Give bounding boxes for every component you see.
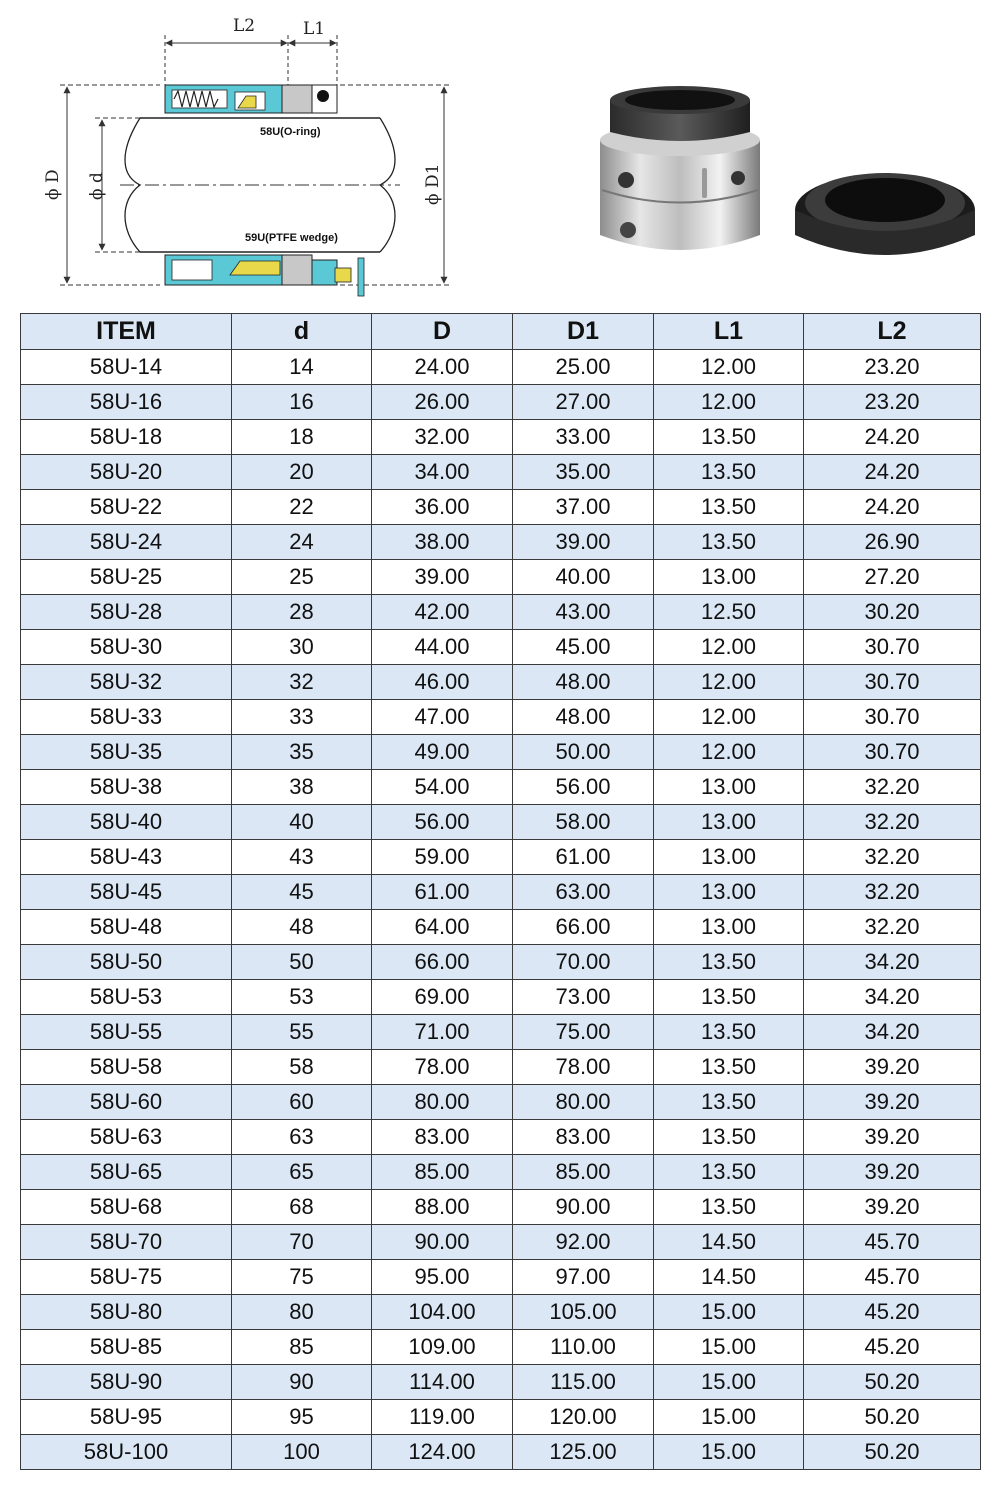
cell-l1: 14.50 xyxy=(654,1260,804,1295)
cell-l2: 45.70 xyxy=(804,1260,981,1295)
cell-l2: 50.20 xyxy=(804,1400,981,1435)
cell-d: 80 xyxy=(232,1295,372,1330)
cell-l2: 32.20 xyxy=(804,770,981,805)
cell-d-outer: 66.00 xyxy=(372,945,513,980)
cell-l1: 13.50 xyxy=(654,1085,804,1120)
cell-d-outer: 78.00 xyxy=(372,1050,513,1085)
cell-d1: 73.00 xyxy=(513,980,654,1015)
cell-l1: 15.00 xyxy=(654,1365,804,1400)
cell-l1: 13.50 xyxy=(654,1155,804,1190)
cell-d1: 110.00 xyxy=(513,1330,654,1365)
cell-d: 43 xyxy=(232,840,372,875)
cell-d-outer: 71.00 xyxy=(372,1015,513,1050)
table-row xyxy=(21,700,981,735)
table-row xyxy=(21,945,981,980)
cell-d-outer: 83.00 xyxy=(372,1120,513,1155)
cell-item: 58U-22 xyxy=(21,490,232,525)
cell-d: 48 xyxy=(232,910,372,945)
cell-d-outer: 24.00 xyxy=(372,350,513,385)
callout-top: 58U(O-ring) xyxy=(260,126,321,138)
cell-d: 14 xyxy=(232,350,372,385)
cell-d: 35 xyxy=(232,735,372,770)
cell-d: 58 xyxy=(232,1050,372,1085)
seal-product-photo xyxy=(530,70,980,280)
cell-item: 58U-16 xyxy=(21,385,232,420)
cell-d1: 61.00 xyxy=(513,840,654,875)
cell-d-outer: 114.00 xyxy=(372,1365,513,1400)
cell-d1: 25.00 xyxy=(513,350,654,385)
cell-l2: 30.70 xyxy=(804,700,981,735)
cell-l2: 39.20 xyxy=(804,1120,981,1155)
table-row xyxy=(21,1435,981,1470)
spec-table xyxy=(20,313,981,1470)
cell-l2: 30.20 xyxy=(804,595,981,630)
cell-l1: 13.00 xyxy=(654,840,804,875)
cell-d: 16 xyxy=(232,385,372,420)
cell-d1: 70.00 xyxy=(513,945,654,980)
cell-d: 90 xyxy=(232,1365,372,1400)
cell-l2: 34.20 xyxy=(804,945,981,980)
cell-item: 58U-85 xyxy=(21,1330,232,1365)
cell-l1: 12.00 xyxy=(654,735,804,770)
cell-l2: 30.70 xyxy=(804,665,981,700)
cell-item: 58U-80 xyxy=(21,1295,232,1330)
cell-d-outer: 34.00 xyxy=(372,455,513,490)
cell-l2: 32.20 xyxy=(804,910,981,945)
cell-d1: 56.00 xyxy=(513,770,654,805)
cell-d-outer: 104.00 xyxy=(372,1295,513,1330)
cell-item: 58U-75 xyxy=(21,1260,232,1295)
header-l2: L2 xyxy=(804,314,981,350)
cell-l1: 13.50 xyxy=(654,1015,804,1050)
cell-d1: 63.00 xyxy=(513,875,654,910)
cell-d: 28 xyxy=(232,595,372,630)
table-header-row xyxy=(21,314,981,350)
cell-l2: 26.90 xyxy=(804,525,981,560)
cell-d: 100 xyxy=(232,1435,372,1470)
table-row xyxy=(21,665,981,700)
table-row xyxy=(21,1190,981,1225)
table-row xyxy=(21,595,981,630)
cell-d: 20 xyxy=(232,455,372,490)
cell-item: 58U-58 xyxy=(21,1050,232,1085)
dim-l1-label: L1 xyxy=(303,19,326,39)
cell-l2: 24.20 xyxy=(804,490,981,525)
cell-l2: 45.20 xyxy=(804,1330,981,1365)
cell-item: 58U-30 xyxy=(21,630,232,665)
cell-d1: 39.00 xyxy=(513,525,654,560)
cell-item: 58U-33 xyxy=(21,700,232,735)
table-row xyxy=(21,1050,981,1085)
cell-d-outer: 90.00 xyxy=(372,1225,513,1260)
cell-item: 58U-25 xyxy=(21,560,232,595)
cell-l2: 39.20 xyxy=(804,1085,981,1120)
cell-l2: 32.20 xyxy=(804,875,981,910)
cell-d-outer: 56.00 xyxy=(372,805,513,840)
cell-l1: 13.50 xyxy=(654,525,804,560)
cell-item: 58U-35 xyxy=(21,735,232,770)
cell-d1: 48.00 xyxy=(513,665,654,700)
cell-l1: 12.50 xyxy=(654,595,804,630)
table-row xyxy=(21,455,981,490)
cell-d-outer: 26.00 xyxy=(372,385,513,420)
cell-d: 30 xyxy=(232,630,372,665)
cell-d: 63 xyxy=(232,1120,372,1155)
cell-d1: 27.00 xyxy=(513,385,654,420)
table-row xyxy=(21,350,981,385)
table-row xyxy=(21,1120,981,1155)
cell-item: 58U-32 xyxy=(21,665,232,700)
cell-l2: 24.20 xyxy=(804,420,981,455)
cell-item: 58U-95 xyxy=(21,1400,232,1435)
cell-d1: 105.00 xyxy=(513,1295,654,1330)
cell-d: 68 xyxy=(232,1190,372,1225)
cell-l1: 15.00 xyxy=(654,1435,804,1470)
cell-d1: 40.00 xyxy=(513,560,654,595)
table-row xyxy=(21,805,981,840)
table-row xyxy=(21,385,981,420)
cell-item: 58U-55 xyxy=(21,1015,232,1050)
cell-d: 32 xyxy=(232,665,372,700)
cell-l1: 15.00 xyxy=(654,1295,804,1330)
cell-l2: 39.20 xyxy=(804,1050,981,1085)
cell-d1: 75.00 xyxy=(513,1015,654,1050)
cell-d1: 97.00 xyxy=(513,1260,654,1295)
cell-d1: 90.00 xyxy=(513,1190,654,1225)
cell-item: 58U-14 xyxy=(21,350,232,385)
cell-d-outer: 80.00 xyxy=(372,1085,513,1120)
cell-d: 65 xyxy=(232,1155,372,1190)
table-row xyxy=(21,1085,981,1120)
cell-l2: 34.20 xyxy=(804,980,981,1015)
cell-l1: 15.00 xyxy=(654,1330,804,1365)
cell-item: 58U-18 xyxy=(21,420,232,455)
cell-d1: 45.00 xyxy=(513,630,654,665)
table-row xyxy=(21,1225,981,1260)
cell-item: 58U-60 xyxy=(21,1085,232,1120)
cell-l1: 13.50 xyxy=(654,980,804,1015)
dim-d-outer-label: ϕ D xyxy=(43,169,63,200)
cell-d1: 50.00 xyxy=(513,735,654,770)
cell-d-outer: 46.00 xyxy=(372,665,513,700)
cell-l2: 34.20 xyxy=(804,1015,981,1050)
cell-l1: 13.00 xyxy=(654,875,804,910)
cell-d1: 35.00 xyxy=(513,455,654,490)
cell-l1: 14.50 xyxy=(654,1225,804,1260)
cell-item: 58U-48 xyxy=(21,910,232,945)
cell-d: 45 xyxy=(232,875,372,910)
cell-l1: 13.00 xyxy=(654,805,804,840)
cell-d: 50 xyxy=(232,945,372,980)
cell-d1: 115.00 xyxy=(513,1365,654,1400)
table-row xyxy=(21,630,981,665)
cell-d: 18 xyxy=(232,420,372,455)
cell-d1: 43.00 xyxy=(513,595,654,630)
table-row xyxy=(21,875,981,910)
table-row xyxy=(21,560,981,595)
cell-l2: 23.20 xyxy=(804,385,981,420)
cell-l2: 45.70 xyxy=(804,1225,981,1260)
cell-item: 58U-70 xyxy=(21,1225,232,1260)
cell-l1: 13.50 xyxy=(654,1050,804,1085)
callout-bottom: 59U(PTFE wedge) xyxy=(245,232,338,244)
header-item: ITEM xyxy=(21,314,232,350)
cell-l2: 39.20 xyxy=(804,1155,981,1190)
cell-l1: 13.50 xyxy=(654,1120,804,1155)
cell-item: 58U-43 xyxy=(21,840,232,875)
cell-d: 85 xyxy=(232,1330,372,1365)
header-d-outer: D xyxy=(372,314,513,350)
cell-d1: 66.00 xyxy=(513,910,654,945)
cell-d-outer: 44.00 xyxy=(372,630,513,665)
cell-l1: 13.50 xyxy=(654,945,804,980)
cell-d-outer: 36.00 xyxy=(372,490,513,525)
cell-d-outer: 109.00 xyxy=(372,1330,513,1365)
table-row xyxy=(21,1330,981,1365)
seal-cross-section-drawing xyxy=(20,0,480,310)
cell-d-outer: 32.00 xyxy=(372,420,513,455)
table-row xyxy=(21,1260,981,1295)
cell-d-outer: 49.00 xyxy=(372,735,513,770)
cell-l2: 27.20 xyxy=(804,560,981,595)
table-body xyxy=(21,350,981,1470)
cell-l2: 50.20 xyxy=(804,1365,981,1400)
cell-d1: 48.00 xyxy=(513,700,654,735)
cell-l1: 12.00 xyxy=(654,350,804,385)
cell-d-outer: 61.00 xyxy=(372,875,513,910)
cell-d-outer: 119.00 xyxy=(372,1400,513,1435)
cell-l1: 12.00 xyxy=(654,630,804,665)
cell-item: 58U-65 xyxy=(21,1155,232,1190)
header-d: d xyxy=(232,314,372,350)
cell-d: 22 xyxy=(232,490,372,525)
cell-d: 24 xyxy=(232,525,372,560)
cell-d: 75 xyxy=(232,1260,372,1295)
table-row xyxy=(21,1015,981,1050)
cell-item: 58U-50 xyxy=(21,945,232,980)
cell-l1: 15.00 xyxy=(654,1400,804,1435)
cell-l1: 13.50 xyxy=(654,455,804,490)
header-d1: D1 xyxy=(513,314,654,350)
cell-d-outer: 42.00 xyxy=(372,595,513,630)
cell-item: 58U-68 xyxy=(21,1190,232,1225)
cell-d1: 120.00 xyxy=(513,1400,654,1435)
cell-item: 58U-90 xyxy=(21,1365,232,1400)
cell-item: 58U-20 xyxy=(21,455,232,490)
cell-d1: 33.00 xyxy=(513,420,654,455)
table-row xyxy=(21,1295,981,1330)
cell-l2: 32.20 xyxy=(804,840,981,875)
cell-d1: 78.00 xyxy=(513,1050,654,1085)
cell-d: 33 xyxy=(232,700,372,735)
cell-l1: 12.00 xyxy=(654,665,804,700)
cell-d1: 58.00 xyxy=(513,805,654,840)
header xyxy=(0,0,1000,312)
cell-l1: 13.50 xyxy=(654,490,804,525)
dim-l2-label: L2 xyxy=(233,16,256,36)
cell-d1: 92.00 xyxy=(513,1225,654,1260)
cell-d1: 85.00 xyxy=(513,1155,654,1190)
table-row xyxy=(21,910,981,945)
header-l1: L1 xyxy=(654,314,804,350)
cell-d-outer: 54.00 xyxy=(372,770,513,805)
table-row xyxy=(21,1365,981,1400)
table-row xyxy=(21,420,981,455)
cell-l1: 12.00 xyxy=(654,385,804,420)
cell-l2: 30.70 xyxy=(804,735,981,770)
cell-item: 58U-28 xyxy=(21,595,232,630)
cell-l1: 13.50 xyxy=(654,420,804,455)
cell-d-outer: 95.00 xyxy=(372,1260,513,1295)
table-row xyxy=(21,840,981,875)
cell-d-outer: 47.00 xyxy=(372,700,513,735)
table-row xyxy=(21,490,981,525)
cell-d-outer: 124.00 xyxy=(372,1435,513,1470)
cell-l2: 30.70 xyxy=(804,630,981,665)
cell-l2: 39.20 xyxy=(804,1190,981,1225)
cell-l2: 24.20 xyxy=(804,455,981,490)
table-row xyxy=(21,1155,981,1190)
cell-d: 38 xyxy=(232,770,372,805)
table-row xyxy=(21,525,981,560)
cell-d-outer: 88.00 xyxy=(372,1190,513,1225)
cell-l1: 13.00 xyxy=(654,560,804,595)
cell-item: 58U-38 xyxy=(21,770,232,805)
cell-d: 40 xyxy=(232,805,372,840)
table-row xyxy=(21,770,981,805)
cell-d: 55 xyxy=(232,1015,372,1050)
cell-l1: 12.00 xyxy=(654,700,804,735)
cell-l1: 13.50 xyxy=(654,1190,804,1225)
cell-item: 58U-100 xyxy=(21,1435,232,1470)
dim-d-shaft-label: ϕ d xyxy=(87,172,107,200)
cell-d-outer: 85.00 xyxy=(372,1155,513,1190)
cell-d: 70 xyxy=(232,1225,372,1260)
cell-d-outer: 69.00 xyxy=(372,980,513,1015)
cell-d-outer: 39.00 xyxy=(372,560,513,595)
cell-item: 58U-45 xyxy=(21,875,232,910)
cell-d: 60 xyxy=(232,1085,372,1120)
cell-d1: 125.00 xyxy=(513,1435,654,1470)
table-row xyxy=(21,980,981,1015)
cell-item: 58U-40 xyxy=(21,805,232,840)
cell-d: 53 xyxy=(232,980,372,1015)
cell-l1: 13.00 xyxy=(654,910,804,945)
dim-d1-label: ϕ D1 xyxy=(423,163,443,205)
cell-l2: 32.20 xyxy=(804,805,981,840)
cell-d1: 83.00 xyxy=(513,1120,654,1155)
table-row xyxy=(21,735,981,770)
cell-l2: 50.20 xyxy=(804,1435,981,1470)
table-row xyxy=(21,1400,981,1435)
cell-item: 58U-53 xyxy=(21,980,232,1015)
cell-d-outer: 38.00 xyxy=(372,525,513,560)
cell-d: 25 xyxy=(232,560,372,595)
cell-d: 95 xyxy=(232,1400,372,1435)
cell-d1: 37.00 xyxy=(513,490,654,525)
cell-l2: 45.20 xyxy=(804,1295,981,1330)
cell-item: 58U-63 xyxy=(21,1120,232,1155)
cell-l2: 23.20 xyxy=(804,350,981,385)
cell-item: 58U-24 xyxy=(21,525,232,560)
cell-d1: 80.00 xyxy=(513,1085,654,1120)
cell-l1: 13.00 xyxy=(654,770,804,805)
cell-d-outer: 59.00 xyxy=(372,840,513,875)
cell-d-outer: 64.00 xyxy=(372,910,513,945)
